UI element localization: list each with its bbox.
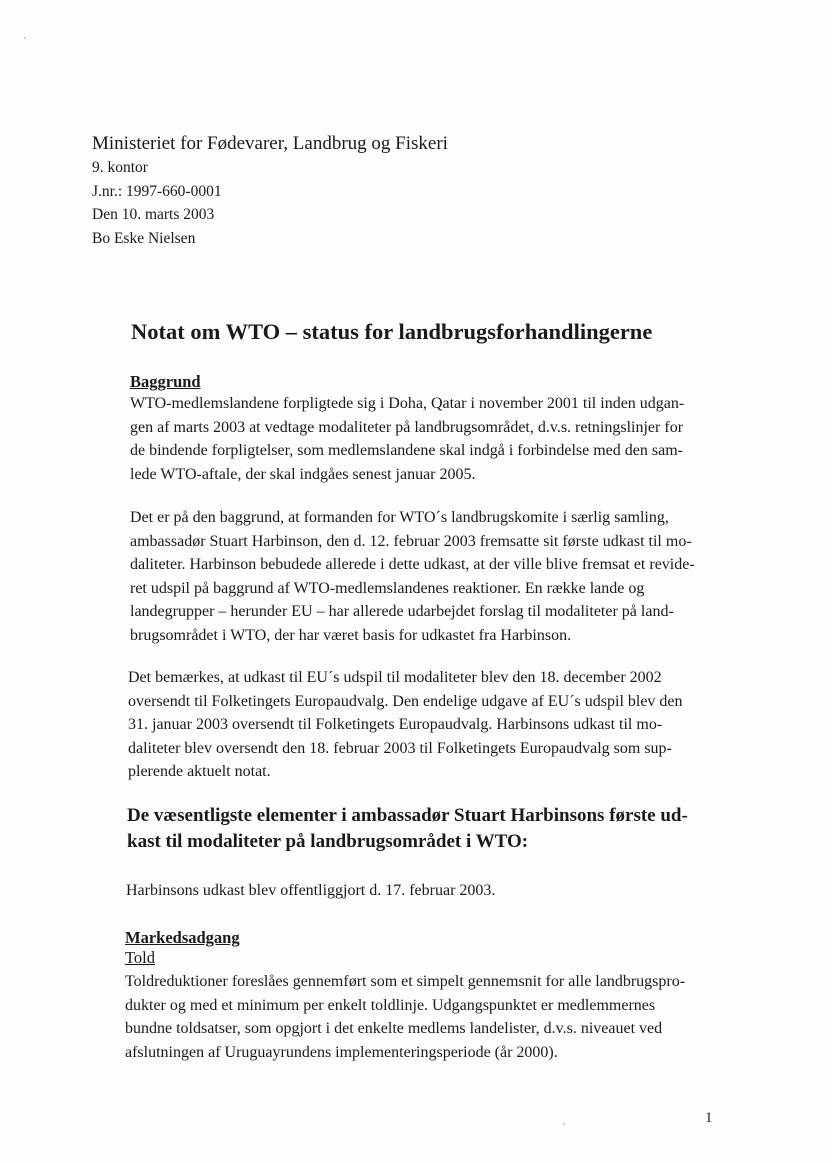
journal-number: J.nr.: 1997-660-0001 (92, 182, 222, 200)
author-name: Bo Eske Nielsen (92, 229, 196, 247)
background-paragraph-3 (128, 666, 728, 784)
paragraph-line: 31. januar 2003 oversendt til Folketingets Europaudvalg. Harbinsons udkast til mo- (128, 716, 663, 733)
paragraph-line: daliteter blev oversendt den 18. februar 2003 til Folketingets Europaudvalg som sup- (128, 739, 672, 757)
market-access-paragraph-1 (125, 970, 725, 1064)
section-heading-background: Baggrund (130, 372, 201, 391)
paragraph-line: plerende aktuelt notat. (128, 763, 271, 780)
heading-line: De væsentligste elementer i ambassadør Stuart Harbinsons første ud- (127, 805, 688, 826)
paragraph-line: gen af marts 2003 at vedtage modaliteter på landbrugsområdet, d.v.s. retningslinjer for (130, 418, 684, 436)
page-number: 1 (705, 1110, 713, 1126)
scan-speck (24, 37, 26, 39)
ministry-name: Ministeriet for Fødevarer, Landbrug og Fiskeri (92, 133, 448, 154)
paragraph-line: oversendt til Folketingets Europaudvalg. Den endelige udgave af EU´s udspil blev den (128, 692, 683, 710)
background-paragraph-1 (130, 392, 730, 486)
document-title: Notat om WTO – status for landbrugsforhandlingerne (131, 319, 653, 344)
letterhead (92, 131, 592, 250)
background-paragraph-2 (130, 506, 730, 647)
paragraph-line: dukter og med et minimum per enkelt toldlinje. Udgangspunktet er medlemmernes (125, 996, 656, 1014)
heading-line: kast til modaliteter på landbrugsområdet i WTO: (127, 831, 529, 852)
elements-heading (127, 803, 727, 855)
paragraph-line: ret udspil på baggrund af WTO-medlemslandenes reaktioner. En række lande og (130, 579, 645, 597)
scan-speck (563, 1123, 565, 1125)
document-date: Den 10. marts 2003 (92, 206, 215, 223)
paragraph-line: Toldreduktioner foreslåes gennemført som et simpelt gennemsnit for alle landbrugspro- (125, 973, 686, 990)
paragraph-line: daliteter. Harbinson bebudede allerede i dette udkast, at der ville blive fremsat et revide- (130, 556, 695, 573)
paragraph-line: WTO-medlemslandene forpligtede sig i Doha, Qatar i november 2001 til inden udgan- (130, 395, 685, 412)
paragraph-line: landegrupper – herunder EU – har allerede udarbejdet forslag til modaliteter på land- (130, 603, 674, 620)
paragraph-line: Det er på den baggrund, at formanden for WTO´s landbrugskomite i særlig samling, (130, 509, 669, 526)
office-line: 9. kontor (92, 159, 148, 176)
paragraph-line: Det bemærkes, at udkast til EU´s udspil til modaliteter blev den 18. december 2002 (128, 669, 662, 686)
elements-intro: Harbinsons udkast blev offentliggjort d. 17. februar 2003. (126, 882, 496, 899)
paragraph-line: afslutningen af Uruguayrundens implementeringsperiode (år 2000). (125, 1043, 558, 1061)
subheading-told: Told (125, 948, 156, 967)
paragraph-line: de bindende forpligtelser, som medlemslandene skal indgå i forbindelse med den sam- (130, 442, 683, 459)
paragraph-line: lede WTO-aftale, der skal indgåes senest januar 2005. (130, 465, 476, 483)
section-heading-market-access: Markedsadgang (125, 928, 240, 947)
paragraph-line: brugsområdet i WTO, der har været basis for udkastet fra Harbinson. (130, 626, 572, 644)
paragraph-line: ambassadør Stuart Harbinson, den d. 12. februar 2003 fremsatte sit første udkast til mo- (130, 532, 692, 550)
paragraph-line: bundne toldsatser, som opgjort i det enkelte medlems landelister, d.v.s. niveauet ved (125, 1020, 663, 1037)
